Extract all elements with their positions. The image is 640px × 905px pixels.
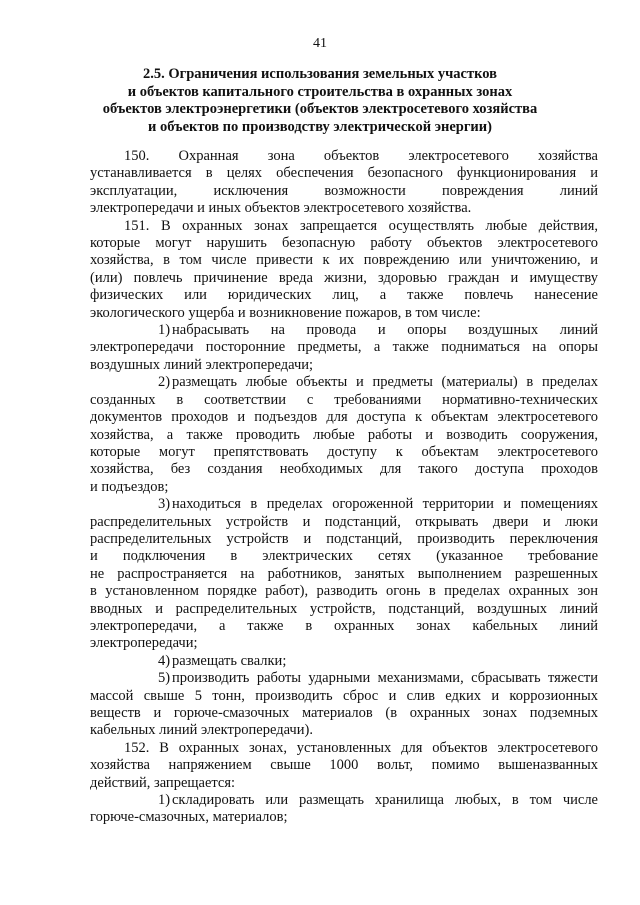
paragraph-line: массой свыше 5 тонн, производить сброс и слив едких и коррозионных bbox=[90, 687, 598, 704]
paragraph-line: хозяйства напряжением свыше 1000 вольт, помимо вышеназванных bbox=[90, 757, 598, 774]
paragraph-line: веществ и горюче-смазочных материалов (в охранных зонах подземных bbox=[90, 705, 598, 721]
paragraph-line: устанавливается в целях обеспечения безопасного функционирования и bbox=[90, 165, 598, 182]
paragraph-line: которые могут нарушить безопасную работу объектов электросетевого bbox=[90, 235, 598, 252]
paragraph-line: документов проходов и подъездов для доступа к объектам электросетевого bbox=[90, 409, 598, 426]
paragraph-line-text: размещать свалки; bbox=[172, 652, 287, 669]
paragraph bbox=[90, 653, 598, 670]
paragraph-line: 152. В охранных зонах, установленных для объектов электросетевого bbox=[124, 739, 598, 756]
paragraph-line: хозяйства, а также проводить любые работы и возводить сооружения, bbox=[90, 426, 598, 443]
list-item-number: 2) bbox=[158, 374, 171, 391]
heading-line: объектов электроэнергетики (объектов электросетевого хозяйства bbox=[102, 101, 538, 117]
paragraph-line: электропередачи и иных объектов электросетевого хозяйства. bbox=[90, 200, 472, 217]
paragraph-line: созданных в соответствии с требованиями нормативно-технических bbox=[90, 391, 598, 408]
section-heading bbox=[78, 66, 562, 136]
paragraph bbox=[90, 374, 598, 496]
paragraph-line: электропередачи посторонние предметы, а также подниматься на опоры bbox=[90, 339, 598, 356]
paragraph-line: (или) повлечь причинение вреда жизни, здоровью граждан и имуществу bbox=[90, 269, 598, 286]
paragraph-line: кабельных линий электропередачи). bbox=[90, 722, 313, 739]
paragraph-line: не распространяется на работников, занятых выполнением разрешенных bbox=[90, 565, 598, 582]
paragraph-line: горюче-смазочных, материалов; bbox=[90, 809, 288, 826]
list-item-number: 5) bbox=[158, 670, 171, 687]
paragraph-line: хозяйства, в том числе привести к их повреждению или уничтожению, и bbox=[90, 252, 598, 269]
paragraph-line-text: складировать или размещать хранилища любых, в том числе bbox=[172, 792, 598, 809]
paragraph-line-text: производить работы ударными механизмами, сбрасывать тяжести bbox=[172, 670, 598, 687]
paragraph bbox=[90, 148, 598, 218]
list-item-first-line bbox=[90, 670, 598, 687]
paragraph-line: физических или юридических лиц, а также повлечь нанесение bbox=[90, 287, 598, 304]
paragraph bbox=[90, 322, 598, 374]
paragraph-line: электропередачи; bbox=[90, 635, 198, 652]
list-item-first-line bbox=[90, 496, 598, 513]
paragraph-line: 151. В охранных зонах запрещается осуществлять любые действия, bbox=[124, 217, 598, 234]
document-body bbox=[90, 148, 598, 827]
paragraph-line: эксплуатации, исключения возможности повреждения линий bbox=[90, 182, 598, 199]
heading-line: и объектов капитального строительства в охранных зонах bbox=[127, 83, 513, 100]
paragraph bbox=[90, 792, 598, 827]
list-item-first-line bbox=[90, 322, 598, 339]
list-item-number: 4) bbox=[158, 652, 171, 669]
list-item-number: 1) bbox=[158, 322, 171, 339]
paragraph-line: воздушных линий электропередачи; bbox=[90, 356, 314, 373]
paragraph-line: экологического ущерба и возникновение пожаров, в том числе: bbox=[90, 304, 481, 321]
paragraph-line: хозяйства, без создания необходимых для такого доступа проходов bbox=[90, 461, 598, 478]
heading-line: 2.5. Ограничения использования земельных участков bbox=[143, 66, 497, 82]
paragraph bbox=[90, 670, 598, 740]
paragraph-line: электропередачи, а также в охранных зонах кабельных линий bbox=[90, 617, 598, 634]
paragraph bbox=[90, 740, 598, 792]
list-item-number: 1) bbox=[158, 792, 171, 809]
paragraph-line: действий, запрещается: bbox=[90, 774, 236, 791]
heading-line: и объектов по производству электрической энергии) bbox=[148, 118, 492, 135]
paragraph-line-text: размещать любые объекты и предметы (материалы) в пределах bbox=[172, 374, 598, 391]
paragraph-line: которые могут препятствовать доступу к объектам электросетевого bbox=[90, 443, 598, 460]
list-item-number: 3) bbox=[158, 496, 171, 513]
list-item-first-line bbox=[90, 653, 598, 670]
paragraph-line: вводных и распределительных устройств, подстанций, воздушных линий bbox=[90, 600, 598, 617]
paragraph-line: 150. Охранная зона объектов электросетевого хозяйства bbox=[124, 148, 598, 164]
paragraph bbox=[90, 496, 598, 653]
page-number: 41 bbox=[313, 36, 327, 51]
paragraph-line: распределительных устройств и подстанций, открывать двери и люки bbox=[90, 513, 598, 530]
list-item-first-line bbox=[90, 374, 598, 391]
paragraph-line: и подъездов; bbox=[90, 478, 169, 495]
paragraph-line-text: находиться в пределах огороженной территории и помещениях bbox=[172, 496, 598, 513]
paragraph bbox=[90, 218, 598, 322]
paragraph-line: распределительных устройств и подстанций, производить переключения bbox=[90, 530, 598, 547]
paragraph-line: в установленном порядке работ), разводить огонь в пределах охранных зон bbox=[90, 583, 598, 600]
list-item-first-line bbox=[90, 792, 598, 809]
paragraph-line-text: набрасывать на провода и опоры воздушных линий bbox=[172, 322, 598, 339]
paragraph-line: и подключения в электрических сетях (указанное требование bbox=[90, 548, 598, 565]
